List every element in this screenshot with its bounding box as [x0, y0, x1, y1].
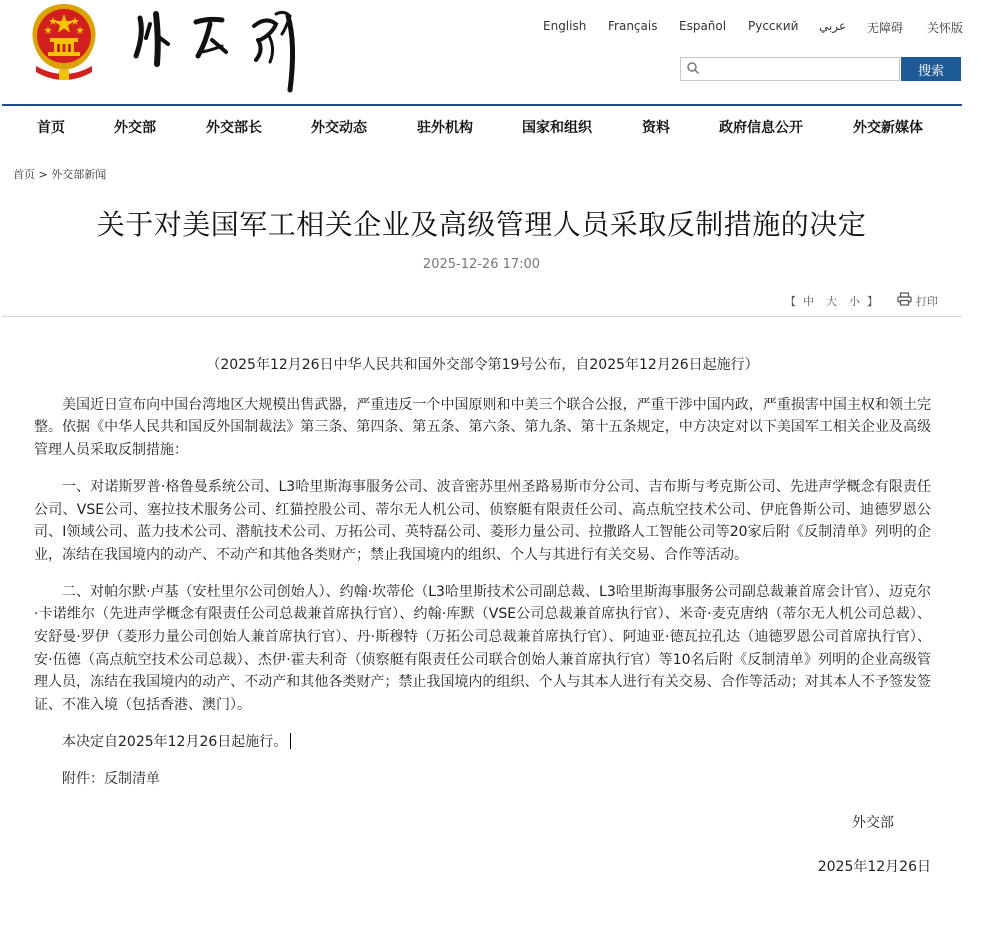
language-links	[0, 19, 983, 35]
article-tools	[0, 293, 983, 309]
article-body	[34, 354, 931, 879]
site-header	[0, 0, 983, 106]
text-cursor	[290, 733, 291, 749]
breadcrumb-separator: >	[38, 168, 48, 181]
nav-item-home[interactable]: 首页	[37, 120, 65, 136]
signature: 外交部	[852, 815, 894, 832]
nav-item-new-media[interactable]: 外交新媒体	[853, 120, 923, 136]
nav-item-minister[interactable]: 外交部长	[206, 120, 262, 136]
search-button[interactable]: 搜索	[901, 57, 961, 81]
article-paragraph-companies: 一、对诺斯罗普·格鲁曼系统公司、L3哈里斯海事服务公司、波音密苏里州圣路易斯市分公司、吉布斯与考克斯公司、先进声学概念有限责任公司、VSE公司、塞拉技术服务公司、红猫控股公司、蒂尔无人机公司、侦察艇有限责任公司、高点航空技术公司、伊庇鲁斯公司、迪德罗恩公司、I领域公司、蓝力技术公司、潜航技术公司、万拓公司、英特磊公司、菱形力量公司、拉撒路人工智能公司等20家后附《反制清单》列明的企业，冻结在我国境内的动产、不动产和其他各类财产；禁止我国境内的组织、个人与其进行有关交易、合作等活动。	[34, 478, 931, 563]
print-icon[interactable]	[897, 292, 912, 306]
article-paragraph-attachment: 附件：反制清单	[62, 770, 160, 787]
sign-date: 2025年12月26日	[817, 858, 931, 875]
article-paragraph-effective-date	[34, 731, 931, 754]
lang-french-link[interactable]: Français	[608, 19, 658, 33]
search-box	[680, 57, 900, 81]
breadcrumb-current-link[interactable]: 外交部新闻	[51, 168, 107, 181]
nav-item-gov-info[interactable]: 政府信息公开	[719, 120, 803, 136]
nav-item-diplomatic-news[interactable]: 外交动态	[311, 120, 367, 136]
font-size-bracket-close: 】	[867, 295, 878, 308]
breadcrumb-home-link[interactable]: 首页	[13, 168, 35, 181]
accessibility-link[interactable]: 无障碍	[867, 21, 904, 35]
title-divider	[2, 316, 962, 317]
font-size-medium-button[interactable]: 大	[826, 295, 837, 308]
article-paragraph-executives: 二、对帕尔默·卢基（安杜里尔公司创始人）、约翰·坎蒂伦（L3哈里斯技术公司副总裁、L3哈里斯海事服务公司副总裁兼首席会计官）、迈克尔·卡诺维尔（先进声学概念有限责任公司总裁兼首席执行官）、约翰·库默（VSE公司总裁兼首席执行官）、米奇·麦克唐纳（蒂尔无人机公司总裁）、安舒曼·罗伊（菱形力量公司创始人兼首席执行官）、丹·斯穆特（万拓公司总裁兼首席执行官）、阿迪亚·德瓦拉孔达（迪德罗恩公司首席执行官）、安·伍德（高点航空技术公司总裁）、杰伊·霍夫利奇（侦察艇有限责任公司联合创始人兼首席执行官）等10名后附《反制清单》列明的企业高级管理人员，冻结在我国境内的动产、不动产和其他各类财产；禁止我国境内的组织、个人与其本人进行有关交易、合作等活动；对其本人不予签发签证、不准入境（包括香港、澳门）。	[34, 583, 931, 714]
nav-item-resources[interactable]: 资料	[642, 120, 670, 136]
nav-item-ministry[interactable]: 外交部	[114, 120, 156, 136]
breadcrumb	[13, 166, 106, 182]
lang-spanish-link[interactable]: Español	[679, 19, 727, 33]
nav-item-missions-abroad[interactable]: 驻外机构	[417, 120, 473, 136]
elderly-care-version-link[interactable]: 关怀版	[927, 21, 964, 35]
article-date: 2025-12-26 17:00	[422, 257, 541, 272]
national-emblem-icon[interactable]	[26, 2, 102, 84]
font-size-large-button[interactable]: 中	[803, 295, 814, 308]
article-paragraph-intro: 美国近日宣布向中国台湾地区大规模出售武器，严重违反一个中国原则和中美三个联合公报，严重干涉中国内政，严重损害中国主权和领土完整。依据《中华人民共和国反外国制裁法》第三条、第四条、第五条、第六条、第九条、第十五条规定，中方决定对以下美国军工相关企业及高级管理人员采取反制措施：	[34, 396, 931, 459]
lang-arabic-link[interactable]: عربي	[819, 19, 847, 33]
article-title: 关于对美国军工相关企业及高级管理人员采取反制措施的决定	[96, 208, 867, 241]
lang-russian-link[interactable]: Русский	[748, 19, 799, 33]
font-size-small-button[interactable]: 小	[849, 295, 860, 308]
nav-item-countries-orgs[interactable]: 国家和组织	[522, 120, 592, 136]
main-nav	[0, 106, 983, 146]
lang-english-link[interactable]: English	[543, 19, 587, 33]
search-input[interactable]	[703, 60, 895, 78]
article-subtitle: （2025年12月26日中华人民共和国外交部令第19号公布，自2025年12月26日起施行）	[206, 357, 759, 373]
effective-date-text: 本决定自2025年12月26日起施行。	[62, 733, 288, 750]
search-icon	[686, 61, 700, 75]
print-button[interactable]: 打印	[916, 295, 938, 308]
ministry-calligraphy-logo[interactable]	[126, 4, 316, 94]
font-size-bracket-open: 【	[785, 295, 796, 308]
